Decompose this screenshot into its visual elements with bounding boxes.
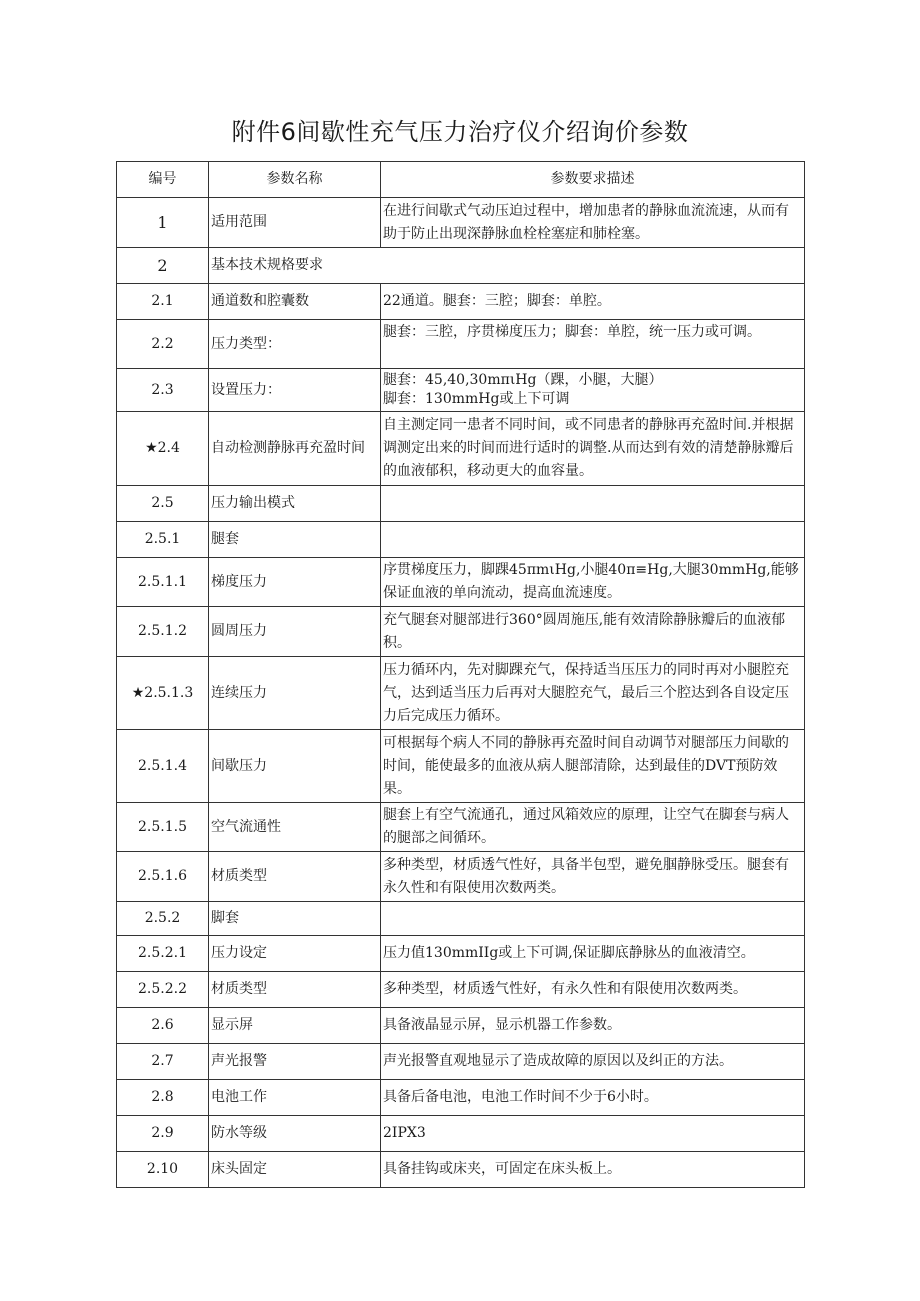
row-param-desc: 压力循环内，先对脚踝充气，保持适当压压力的同时再对小腿腔充气，达到适当压力后再对大腿腔充气，最后三个腔达到各自设定压力后完成压力循环。 xyxy=(381,657,805,730)
table-header-row xyxy=(117,162,805,198)
row-param-desc: 可根据每个病人不同的静脉再充盈时间自动调节对腿部压力间歇的时间，能使最多的血液从病人腿部清除，达到最佳的DVT预防效果。 xyxy=(381,730,805,803)
row-param-name: 材质类型 xyxy=(209,852,381,902)
row-param-name: 间歇压力 xyxy=(209,730,381,803)
table-row xyxy=(117,369,805,412)
row-number: 2.5.1.4 xyxy=(117,730,209,803)
row-param-desc: 序贯梯度压力，脚踝45πmιHg,小腿40π≡Hg,大腿30mmHg,能够保证血液的单向流动，提高血流速度。 xyxy=(381,558,805,607)
row-param-name: 电池工作 xyxy=(209,1080,381,1116)
row-number: 2.9 xyxy=(117,1116,209,1152)
row-param-desc: 声光报警直观地显示了造成故障的原因以及纠正的方法。 xyxy=(381,1044,805,1080)
table-row xyxy=(117,803,805,852)
row-param-desc: 2IPX3 xyxy=(381,1116,805,1152)
row-number: ★2.5.1.3 xyxy=(117,657,209,730)
row-param-name: 通道数和腔囊数 xyxy=(209,284,381,320)
row-param-desc xyxy=(381,522,805,558)
row-param-name: 床头固定 xyxy=(209,1152,381,1188)
table-row xyxy=(117,558,805,607)
row-param-desc xyxy=(381,902,805,936)
row-param-name: 连续压力 xyxy=(209,657,381,730)
row-param-desc: 腿套上有空气流通孔，通过风箱效应的原理，让空气在脚套与病人的腿部之间循环。 xyxy=(381,803,805,852)
row-number: 2.3 xyxy=(117,369,209,412)
table-row xyxy=(117,902,805,936)
table-row xyxy=(117,1080,805,1116)
row-number: 1 xyxy=(117,198,209,248)
table-row xyxy=(117,486,805,522)
row-number: 2.1 xyxy=(117,284,209,320)
row-param-desc: 具备挂钩或床夹，可固定在床头板上。 xyxy=(381,1152,805,1188)
row-number: 2.5.2 xyxy=(117,902,209,936)
row-param-desc: 在进行间歇式气动压迫过程中，增加患者的静脉血流流速，从而有助于防止出现深静脉血栓栓塞症和肺栓塞。 xyxy=(381,198,805,248)
header-param-desc: 参数要求描述 xyxy=(381,162,805,198)
page-title: 附件6间歇性充气压力治疗仪介绍询价参数 xyxy=(231,118,689,146)
row-number: 2 xyxy=(117,248,209,284)
row-number: 2.7 xyxy=(117,1044,209,1080)
table-row xyxy=(117,1044,805,1080)
table-row xyxy=(117,522,805,558)
table-row xyxy=(117,1008,805,1044)
row-param-name: 设置压力： xyxy=(209,369,381,412)
row-param-name: 声光报警 xyxy=(209,1044,381,1080)
row-number: 2.5.1.2 xyxy=(117,607,209,657)
table-row xyxy=(117,320,805,369)
row-number: ★2.4 xyxy=(117,412,209,486)
table-row xyxy=(117,284,805,320)
row-number: 2.5.2.2 xyxy=(117,972,209,1008)
row-param-name: 显示屏 xyxy=(209,1008,381,1044)
row-param-desc: 具备液晶显示屏，显示机器工作参数。 xyxy=(381,1008,805,1044)
row-number: 2.5.1.5 xyxy=(117,803,209,852)
row-param-name: 压力输出模式 xyxy=(209,486,381,522)
row-number: 2.5.1.6 xyxy=(117,852,209,902)
row-param-name: 防水等级 xyxy=(209,1116,381,1152)
row-number: 2.5.2.1 xyxy=(117,936,209,972)
table-row xyxy=(117,972,805,1008)
row-param-desc: 具备后备电池，电池工作时间不少于6小时。 xyxy=(381,1080,805,1116)
row-param-desc: 压力值130mmIIg或上下可调,保证脚底静脉丛的血液清空。 xyxy=(381,936,805,972)
row-param-name: 自动检测静脉再充盈时间 xyxy=(209,412,381,486)
row-param-desc xyxy=(381,369,805,412)
row-param-name: 圆周压力 xyxy=(209,607,381,657)
row-number: 2.2 xyxy=(117,320,209,369)
table-row xyxy=(117,248,805,284)
row-number: 2.6 xyxy=(117,1008,209,1044)
header-number: 编号 xyxy=(117,162,209,198)
row-param-name: 梯度压力 xyxy=(209,558,381,607)
table-row xyxy=(117,1116,805,1152)
row-param-name: 脚套 xyxy=(209,902,381,936)
row-param-name: 材质类型 xyxy=(209,972,381,1008)
table-row xyxy=(117,1152,805,1188)
row-param-desc-line: 腿套：45,40,30mπιHg（踝，小腿，大腿） xyxy=(383,372,663,388)
table-row xyxy=(117,198,805,248)
row-number: 2.8 xyxy=(117,1080,209,1116)
row-number: 2.5.1.1 xyxy=(117,558,209,607)
table-row xyxy=(117,607,805,657)
row-param-name: 压力类型： xyxy=(209,320,381,369)
row-param-desc xyxy=(381,486,805,522)
row-param-name: 空气流通性 xyxy=(209,803,381,852)
row-param-desc: 充气腿套对腿部进行360°圆周施压,能有效清除静脉瓣后的血液郁积。 xyxy=(381,607,805,657)
row-param-desc: 多种类型，材质透气性好，有永久性和有限使用次数两类。 xyxy=(381,972,805,1008)
table-row xyxy=(117,730,805,803)
row-param-name: 压力设定 xyxy=(209,936,381,972)
row-param-name: 适用范围 xyxy=(209,198,381,248)
row-param-desc: 22通道。腿套：三腔；脚套：单腔。 xyxy=(381,284,805,320)
row-number: 2.5 xyxy=(117,486,209,522)
row-param-desc: 多种类型，材质透气性好，具备半包型，避免腘静脉受压。腿套有永久性和有限使用次数两类。 xyxy=(381,852,805,902)
row-param-desc: 自主测定同一患者不同时间，或不同患者的静脉再充盈时间.并根据调测定出来的时间而进行适时的调整.从而达到有效的清楚静脉瓣后的血液郁积，移动更大的血容量。 xyxy=(381,412,805,486)
row-number: 2.5.1 xyxy=(117,522,209,558)
parameter-table xyxy=(116,161,805,1188)
row-param-name: 腿套 xyxy=(209,522,381,558)
table-row xyxy=(117,657,805,730)
row-param-desc: 腿套：三腔，序贯梯度压力；脚套：单腔，统一压力或可调。 xyxy=(381,320,805,369)
table-row xyxy=(117,852,805,902)
table-row xyxy=(117,412,805,486)
row-param-name: 基本技术规格要求 xyxy=(209,248,805,284)
row-number: 2.10 xyxy=(117,1152,209,1188)
header-param-name: 参数名称 xyxy=(209,162,381,198)
table-row xyxy=(117,936,805,972)
row-param-desc-line: 脚套：130mmHg或上下可调 xyxy=(383,391,570,407)
